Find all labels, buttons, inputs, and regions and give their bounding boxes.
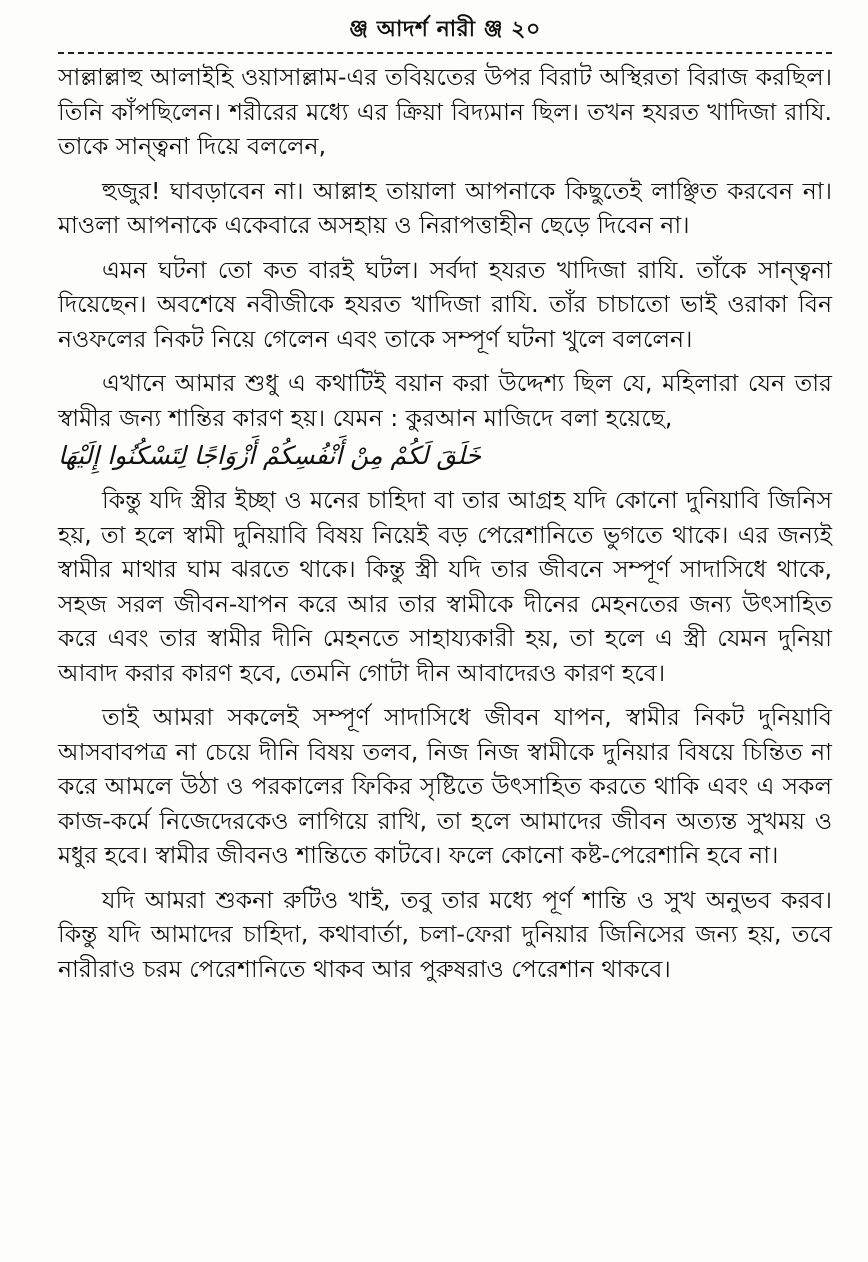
header-ornament-right: ঞ্জ (483, 16, 503, 42)
header-divider (58, 52, 832, 54)
arabic-verse: خَلَقَ لَكُمْ مِنْ أَنْفُسِكُمْ أَزْوَاجًا لِتَسْكُنُوا إِلَيْهَا (58, 441, 482, 470)
paragraph-4: এখানে আমার শুধু এ কথাটিই বয়ান করা উদ্দেশ্য ছিল যে, মহিলারা যেন তার স্বামীর জন্য শান্তির কারণ হয়। যেমন : কুরআন মাজিদে বলা হয়েছে, (58, 369, 832, 432)
book-title: আদর্শ নারী (376, 16, 476, 42)
header-ornament-left: ঞ্জ (349, 16, 369, 42)
running-header (58, 10, 832, 50)
paragraph-2: হুজুর! ঘাবড়াবেন না। আল্লাহ তায়ালা আপনাকে কিছুতেই লাঞ্ছিত করবেন না। মাওলা আপনাকে একেবারে অসহায় ও নিরাপত্তাহীন ছেড়ে দিবেন না। (58, 176, 832, 239)
paragraph-6: তাই আমরা সকলেই সম্পূর্ণ সাদাসিধে জীবন যাপন, স্বামীর নিকট দুনিয়াবি আসবাবপত্র না চেয়ে দীনি বিষয় তলব, নিজ নিজ স্বামীকে দুনিয়ার বিষয়ে চিন্তিত না করে আমলে উঠা ও পরকালের ফিকির সৃষ্টিতে উৎসাহিত করতে থাকি এবং এ সকল কাজ-কর্মে নিজেদেরকেও লাগিয়ে রাখি, তা হলে আমাদের জীবন অত্যন্ত সুখময় ও মধুর হবে। স্বামীর জীবনও শান্তিতে কাটবে। ফলে কোনো কষ্ট-পেরেশানি হবে না। (58, 703, 832, 869)
page-number: ২০ (511, 16, 541, 42)
paragraph-3: এমন ঘটনা তো কত বারই ঘটল। সর্বদা হযরত খাদিজা রাযি. তাঁকে সান্ত্বনা দিয়েছেন। অবশেষে নবীজীকে হযরত খাদিজা রাযি. তাঁর চাচাতো ভাই ওরাকা বিন নওফলের নিকট নিয়ে গেলেন এবং তাকে সম্পূর্ণ ঘটনা খুলে বললেন। (58, 255, 832, 353)
paragraph-7: যদি আমরা শুকনা রুটিও খাই, তবু তার মধ্যে পূর্ণ শান্তি ও সুখ অনুভব করব। কিন্তু যদি আমাদের চাহিদা, কথাবার্তা, চলা-ফেরা দুনিয়ার জিনিসের জন্য হয়, তবে নারীরাও চরম পেরেশানিতে থাকব আর পুরুষরাও পেরেশান থাকবে। (58, 885, 832, 983)
paragraph-5: কিন্তু যদি স্ত্রীর ইচ্ছা ও মনের চাহিদা বা তার আগ্রহ যদি কোনো দুনিয়াবি জিনিস হয়, তা হলে স্বামী দুনিয়াবি বিষয় নিয়েই বড় পেরেশানিতে ভুগতে থাকে। এর জন্যই স্বামীর মাথার ঘাম ঝরতে থাকে। কিন্তু স্ত্রী যদি তার জীবনে সম্পূর্ণ সাদাসিধে থাকে, সহজ সরল জীবন-যাপন করে আর তার স্বামীকে দীনের মেহনতের জন্য উৎসাহিত করে এবং তার স্বামীর দীনি মেহনতে সাহায্যকারী হয়, তা হলে এ স্ত্রী যেমন দুনিয়া আবাদ করার কারণ হবে, তেমনি গোটা দীন আবাদেরও কারণ হবে। (58, 486, 832, 687)
paragraph-1: সাল্লাল্লাহু আলাইহি ওয়াসাল্লাম-এর তবিয়তের উপর বিরাট অস্থিরতা বিরাজ করছিল। তিনি কাঁপছিলেন। শরীরের মধ্যে এর ক্রিয়া বিদ্যমান ছিল। তখন হযরত খাদিজা রাযি. তাকে সান্ত্বনা দিয়ে বললেন, (58, 63, 832, 160)
page-body (58, 60, 832, 986)
